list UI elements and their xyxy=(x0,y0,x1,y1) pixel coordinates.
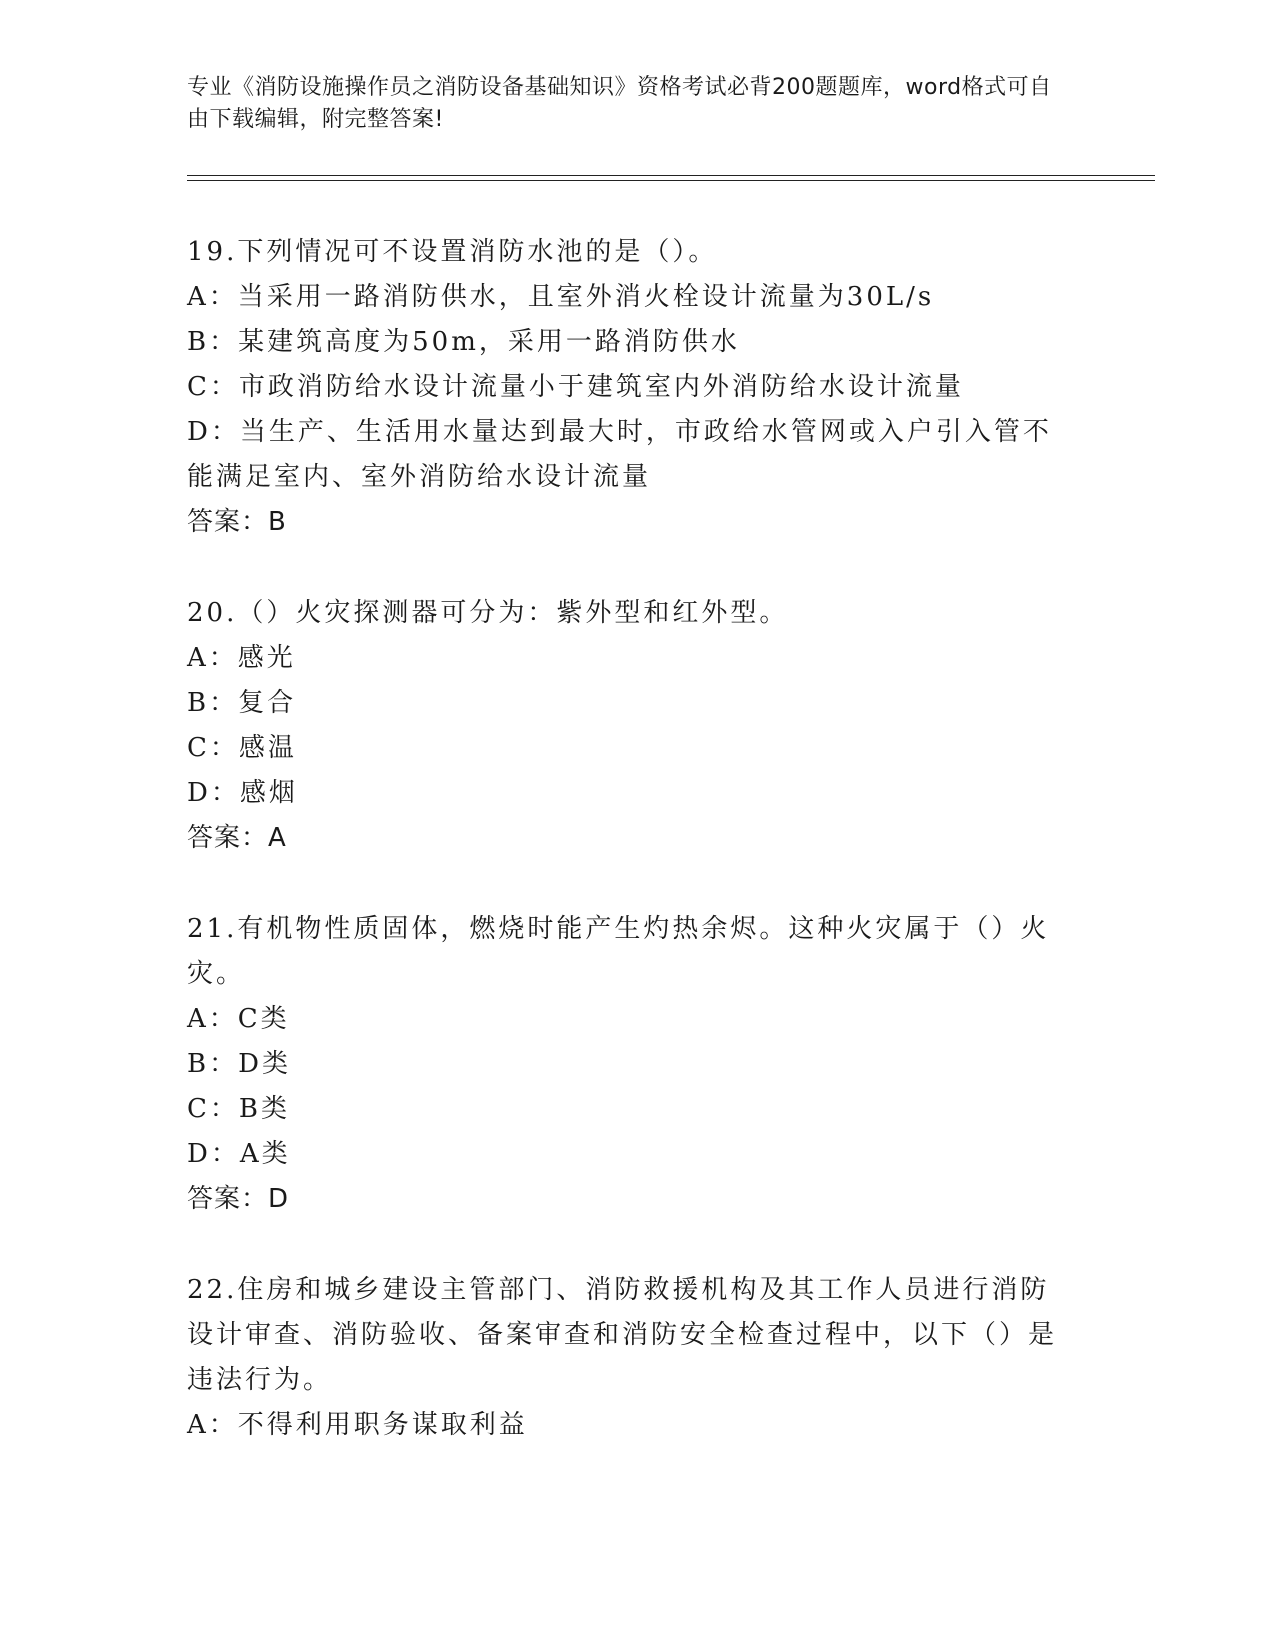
question-19 xyxy=(187,230,1077,545)
question-21 xyxy=(187,907,1077,1222)
option-b: B：复合 xyxy=(187,688,297,718)
question-stem: 21.有机物性质固体，燃烧时能产生灼热余烬。这种火灾属于（）火灾。 xyxy=(187,914,1050,989)
document-header: 专业《消防设施操作员之消防设备基础知识》资格考试必背200题题库，word格式可自由下载编辑，附完整答案! xyxy=(187,75,1052,132)
header-divider-bottom xyxy=(187,180,1155,181)
option-a: A：感光 xyxy=(187,643,296,673)
option-b: B：D类 xyxy=(187,1049,291,1079)
option-c: C：感温 xyxy=(187,733,297,763)
question-stem: 22.住房和城乡建设主管部门、消防救援机构及其工作人员进行消防设计审查、消防验收、备案审查和消防安全检查过程中，以下（）是违法行为。 xyxy=(187,1275,1058,1395)
answer: 答案：A xyxy=(187,823,287,853)
option-a: A：C类 xyxy=(187,1004,290,1034)
option-b: B：某建筑高度为50m，采用一路消防供水 xyxy=(187,327,740,357)
option-c: C：市政消防给水设计流量小于建筑室内外消防给水设计流量 xyxy=(187,372,964,402)
question-22 xyxy=(187,1268,1077,1448)
option-d: D：感烟 xyxy=(187,778,298,808)
question-stem: 19.下列情况可不设置消防水池的是（）。 xyxy=(187,237,718,267)
question-list xyxy=(187,230,1077,1494)
option-c: C：B类 xyxy=(187,1094,291,1124)
header-divider-top xyxy=(187,175,1155,176)
option-d: D：A类 xyxy=(187,1139,291,1169)
answer: 答案：B xyxy=(187,507,287,537)
option-d: D：当生产、生活用水量达到最大时，市政给水管网或入户引入管不能满足室内、室外消防给水设计流量 xyxy=(187,417,1052,492)
option-a: A：当采用一路消防供水，且室外消火栓设计流量为30L/s xyxy=(187,282,935,312)
question-stem: 20.（）火灾探测器可分为：紫外型和红外型。 xyxy=(187,598,789,628)
option-a: A：不得利用职务谋取利益 xyxy=(187,1410,528,1440)
answer: 答案：D xyxy=(187,1184,290,1214)
question-20 xyxy=(187,591,1077,861)
